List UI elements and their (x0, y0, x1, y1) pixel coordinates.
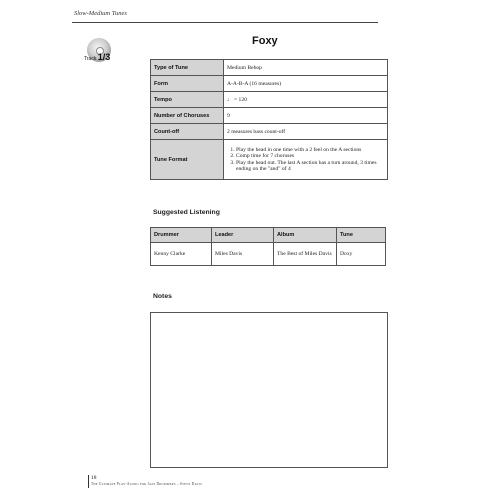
page-number: 18 (91, 475, 97, 481)
info-row-type (151, 60, 388, 76)
suggested-listening-table (150, 227, 386, 266)
column-header: Leader (212, 228, 274, 243)
info-row-tempo (151, 92, 388, 108)
cell-drummer: Kenny Clarke (151, 243, 212, 266)
info-row-form (151, 76, 388, 92)
notes-box[interactable] (150, 312, 388, 468)
column-header: Tune (337, 228, 386, 243)
tune-format-steps (224, 140, 388, 180)
info-value: ♩ = 120 (224, 92, 388, 108)
tune-format-step: 2. Comp time for 7 choruses (236, 153, 384, 160)
footer-book-title: The Ultimate Play-Along for Jazz Drummers – Steve Davis (91, 482, 202, 486)
column-header: Album (274, 228, 337, 243)
tune-format-step: 1. Play the head in one time with a 2 feel on the A sections (236, 147, 384, 154)
cell-tune: Doxy (337, 243, 386, 266)
info-value: 2 measures bass count-off (224, 124, 388, 140)
listening-header-row (151, 228, 386, 243)
info-label: Form (151, 76, 224, 92)
info-label: Count-off (151, 124, 224, 140)
info-row-countoff (151, 124, 388, 140)
track-label (84, 52, 110, 62)
cd-track-badge (82, 38, 112, 68)
info-label: Tune Format (151, 140, 224, 180)
track-prefix: Track (84, 56, 97, 62)
tune-format-list (227, 147, 384, 173)
info-label: Type of Tune (151, 60, 224, 76)
suggested-listening-heading: Suggested Listening (153, 209, 220, 216)
info-row-choruses (151, 108, 388, 124)
info-value: 9 (224, 108, 388, 124)
column-header: Drummer (151, 228, 212, 243)
info-value: A-A-B-A (16 measures) (224, 76, 388, 92)
info-value: Medium Bebop (224, 60, 388, 76)
running-header: Slow-Medium Tunes (74, 10, 127, 17)
notes-heading: Notes (153, 293, 172, 300)
table-row (151, 243, 386, 266)
cell-leader: Miles Davis (212, 243, 274, 266)
header-rule (72, 22, 378, 23)
cell-album: The Best of Miles Davis (274, 243, 337, 266)
info-label: Tempo (151, 92, 224, 108)
tune-format-step: 3. Play the head out. The last A section has a turn around, 3 times ending on the "and" of 4 (236, 160, 384, 173)
track-number: 1/3 (97, 52, 111, 62)
footer-bar (88, 475, 89, 488)
tune-title: Foxy (252, 35, 278, 47)
info-row-format (151, 140, 388, 180)
info-label: Number of Choruses (151, 108, 224, 124)
tune-info-table (150, 59, 388, 180)
